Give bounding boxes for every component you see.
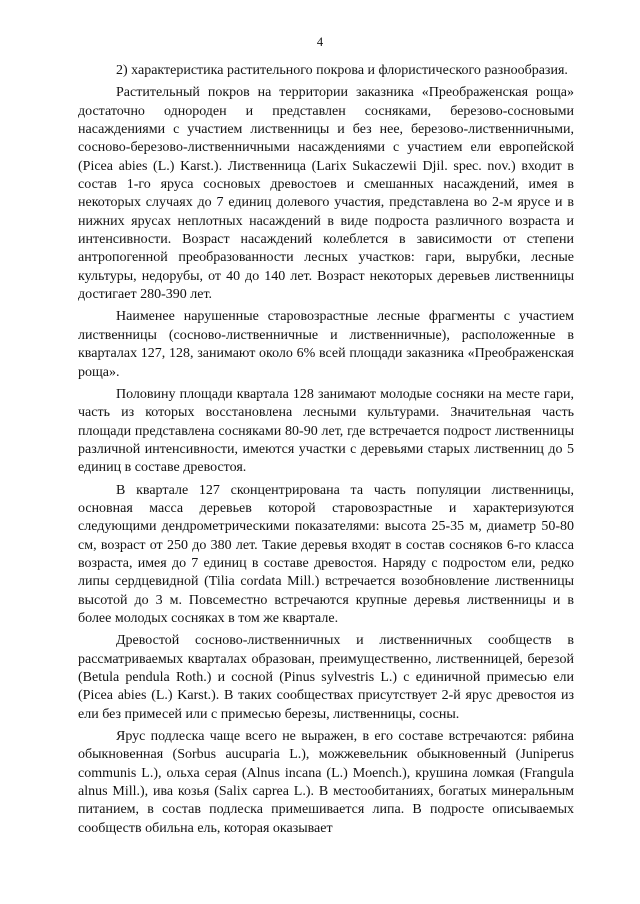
paragraph-3: Наименее нарушенные старовозрастные лесные фрагменты с участием лиственницы (сосново-лиственничные и лиственничные), расположенные в кварталах 127, 128, занимают около 6% всей площади заказника «Преображенская роща». [78,309,574,380]
paragraph-6: Древостой сосново-лиственничных и лиственничных сообществ в рассматриваемых кварталах образован, преимущественно, лиственницей, березой (Betula pendula Roth.) и сосной (Pinus sylvestris L.) с единичной примесью ели (Picea abies (L.) Karst.). В таких сообществах присутствует 2-й ярус древостоя из ели без примесей или с примесью березы, лиственницы, сосны. [78,633,574,722]
paragraph-2: Растительный покров на территории заказника «Преображенская роща» достаточно однороден и представлен сосняками, березово-сосновыми насаждениями с участием лиственницы и без нее, березово-лиственничными, сосново-березово-лиственничными насаждениями с участием ели европейской (Picea abies (L.) Karst.). Лиственница (Larix Sukaczewii Djil. spec. nov.) входит в состав 1-го яруса сосновых древостоев и смешанных насаждений, имея в некоторых случаях до 7 единиц долевого участия, представлена во 2-м ярусе и в нижних ярусах неплотных насаждений в виде подроста различного возраста и интенсивности. Возраст насаждений колеблется в зависимости от степени антропогенной преобразованности лесных участков: гари, вырубки, лесные культуры, недорубы, от 40 до 140 лет. Возраст некоторых деревьев лиственницы достигает 280-390 лет. [78,85,574,303]
page-number: 4 [316,35,324,49]
paragraph-4: Половину площади квартала 128 занимают молодые сосняки на месте гари, часть из которых восстановлена лесными культурами. Значительная часть площади представлена сосняками 80-90 лет, где встречается подрост лиственницы различной интенсивности, имеются участки с деревьями старых лиственниц до 5 единиц в составе древостоя. [78,386,574,476]
document-body [78,62,574,842]
paragraph-1: 2) характеристика растительного покрова и флористического разнообразия. [116,63,568,78]
paragraph-7: Ярус подлеска чаще всего не выражен, в его составе встречаются: рябина обыкновенная (Sorbus aucuparia L.), можжевельник обыкновенный (Juniperus communis L.), ольха серая (Alnus incana (L.) Moench.), крушина ломкая (Frangula alnus Mill.), ива козья (Salix caprea L.). В местообитаниях, богатых минеральным питанием, в состав подлеска примешивается липа. В подросте описываемых сообществ обильна ель, которая оказывает [78,729,574,836]
paragraph-5: В квартале 127 сконцентрирована та часть популяции лиственницы, основная масса деревьев которой старовозрастные и характеризуются следующими дендрометрическими показателями: высота 25-35 м, диаметр 50-80 см, возраст от 250 до 380 лет. Такие деревья входят в состав сосняков 6-го класса возраста, имея до 7 единиц в составе древостоя. Наряду с подростом ели, редко липы сердцевидной (Tilia cordata Mill.) встречается возобновление лиственницы высотой до 3 м. Повсеместно встречаются крупные деревья лиственницы и в более молодых сосняках в том же квартале. [78,482,574,626]
